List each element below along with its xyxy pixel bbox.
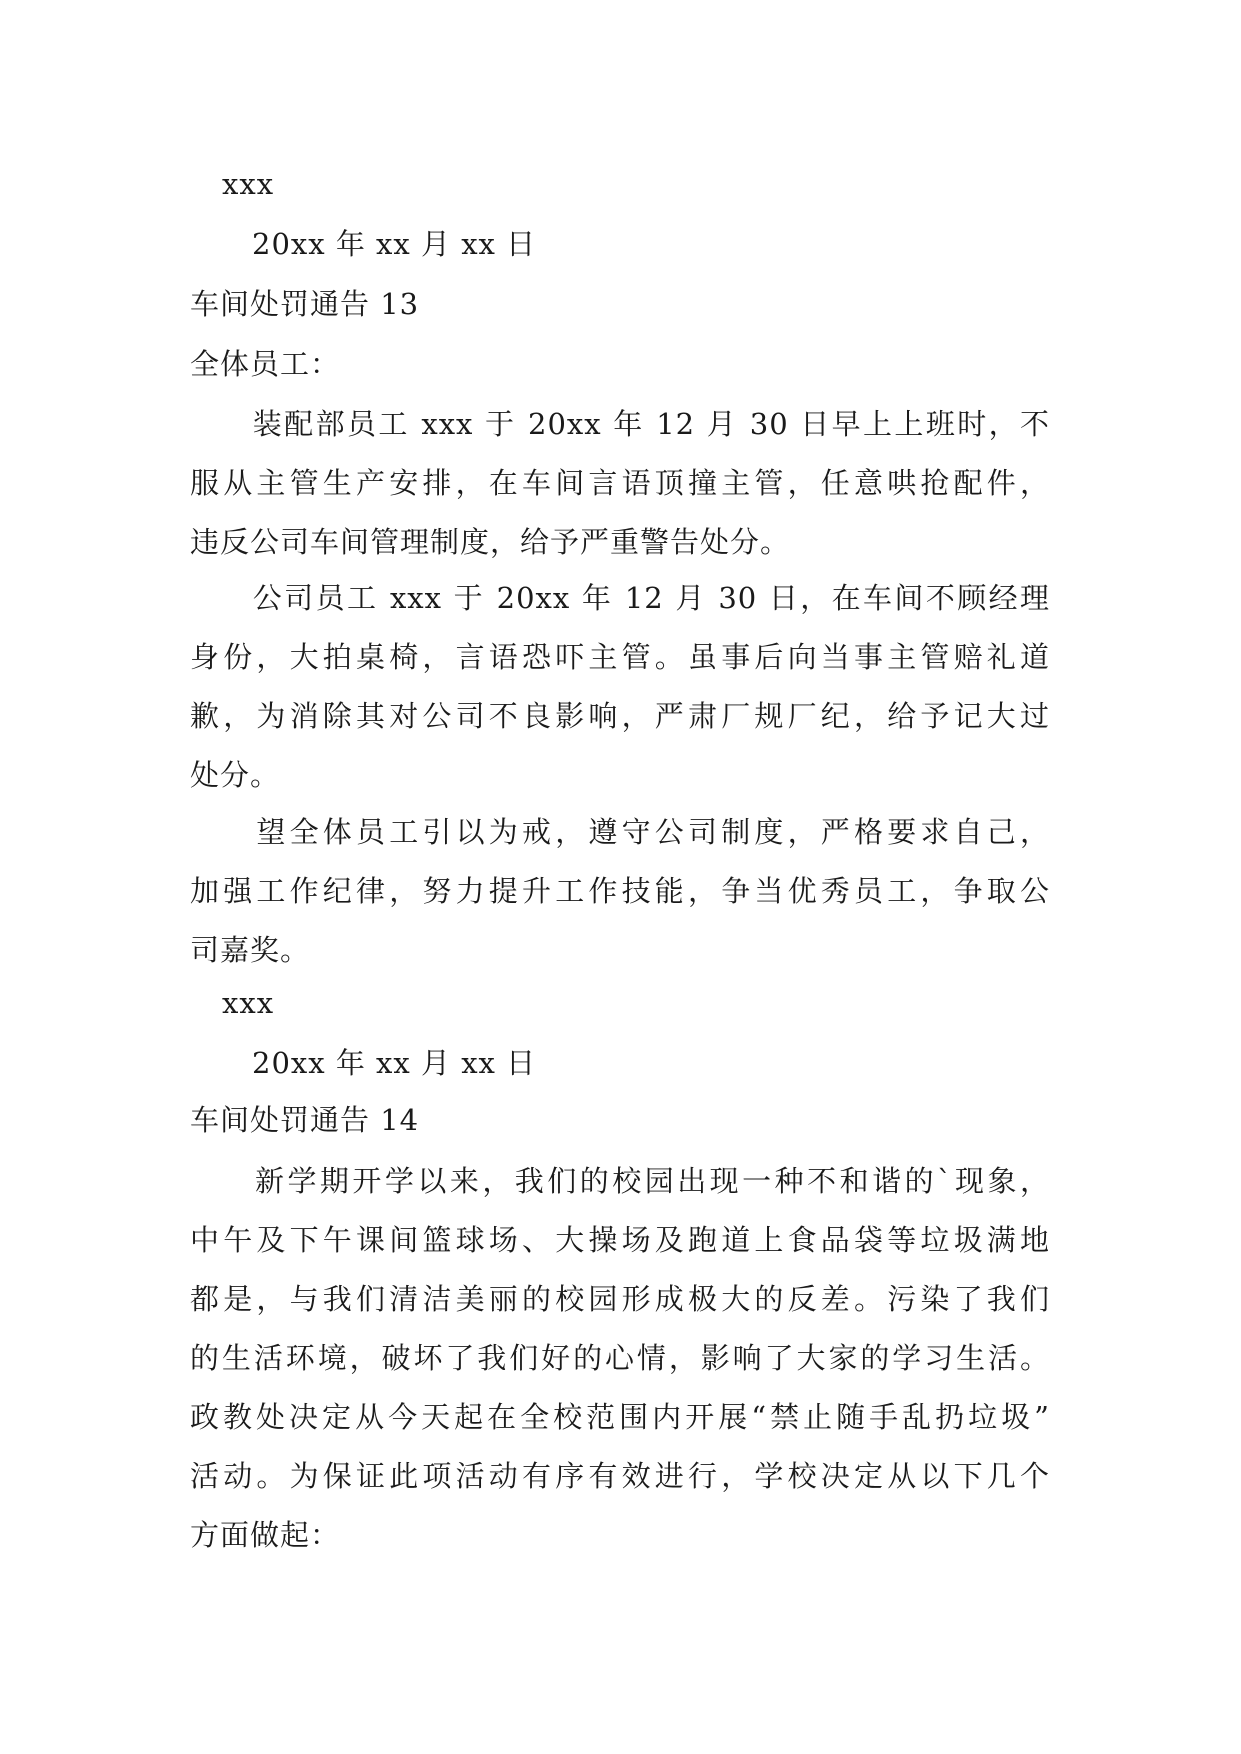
paragraph-line: 中午及下午课间篮球场、大操场及跑道上食品袋等垃圾满地 (190, 1223, 1050, 1257)
paragraph-line: 装配部员工 xxx 于 20xx 年 12 月 30 日早上上班时，不 (190, 407, 1050, 441)
paragraph-line: 加强工作纪律，努力提升工作技能，争当优秀员工，争取公 (190, 874, 1050, 908)
salutation: 全体员工： (190, 347, 341, 381)
notice-title: 车间处罚通告 13 (190, 287, 420, 321)
paragraph-line: 新学期开学以来，我们的校园出现一种不和谐的`现象， (190, 1164, 1050, 1198)
paragraph-line: 望全体员工引以为戒，遵守公司制度，严格要求自己， (190, 815, 1050, 849)
paragraph-line: 司嘉奖。 (190, 933, 311, 967)
signature: xxx (222, 167, 275, 201)
date-line: 20xx 年 xx 月 xx 日 (252, 1046, 537, 1080)
paragraph-line: 公司员工 xxx 于 20xx 年 12 月 30 日，在车间不顾经理 (190, 581, 1050, 615)
paragraph-line: 处分。 (190, 758, 281, 792)
paragraph-line: 歉，为消除其对公司不良影响，严肃厂规厂纪，给予记大过 (190, 699, 1050, 733)
date-line: 20xx 年 xx 月 xx 日 (252, 227, 537, 261)
paragraph-line: 政教处决定从今天起在全校范围内开展“禁止随手乱扔垃圾” (190, 1400, 1050, 1434)
paragraph-line: 身份，大拍桌椅，言语恐吓主管。虽事后向当事主管赔礼道 (190, 640, 1050, 674)
paragraph-line: 服从主管生产安排，在车间言语顶撞主管，任意哄抢配件， (190, 466, 1050, 500)
paragraph-line: 方面做起： (190, 1518, 341, 1552)
paragraph-line: 活动。为保证此项活动有序有效进行，学校决定从以下几个 (190, 1459, 1050, 1493)
signature: xxx (222, 986, 275, 1020)
paragraph-line: 都是，与我们清洁美丽的校园形成极大的反差。污染了我们 (190, 1282, 1050, 1316)
paragraph-line: 的生活环境，破坏了我们好的心情，影响了大家的学习生活。 (190, 1341, 1050, 1375)
notice-title: 车间处罚通告 14 (190, 1103, 420, 1137)
paragraph-line: 违反公司车间管理制度，给予严重警告处分。 (190, 525, 791, 559)
